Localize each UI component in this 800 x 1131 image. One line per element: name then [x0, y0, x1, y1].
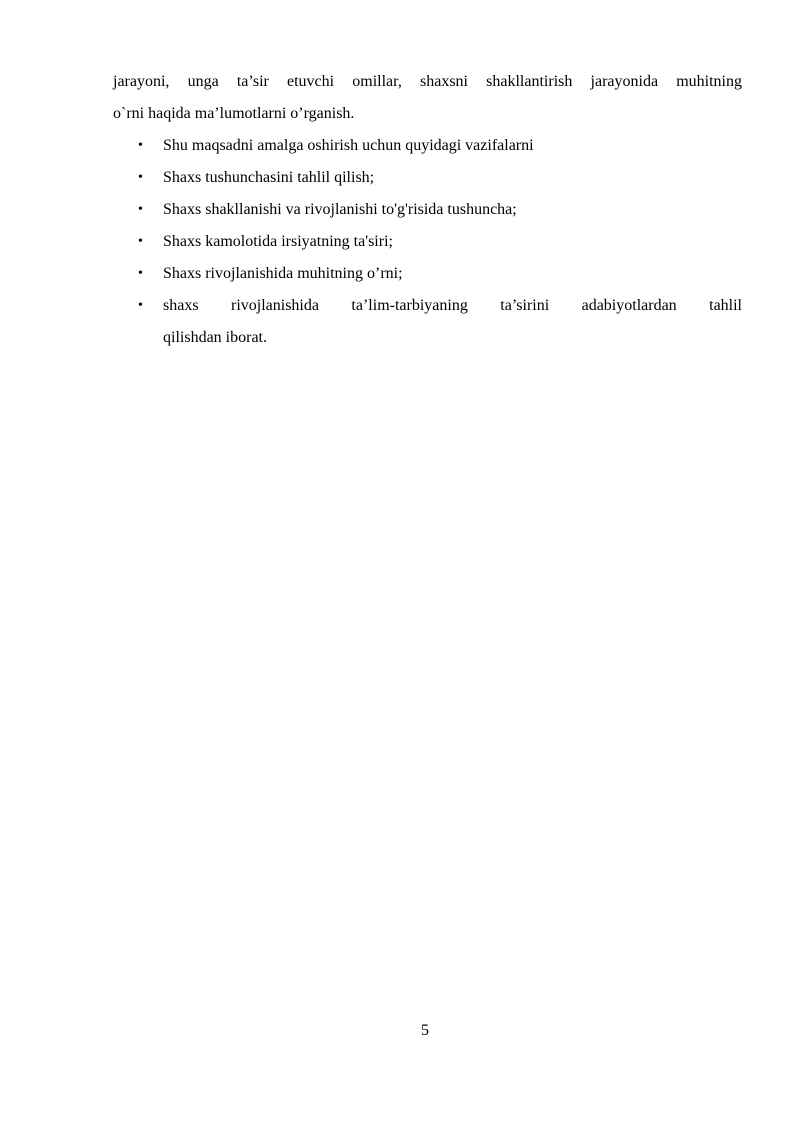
list-item — [113, 162, 742, 194]
list-item-text-line-1: shaxs rivojlanishida ta’lim-tarbiyaning ta’sirini adabiyotlardan tahlil — [163, 297, 742, 314]
bullet-icon: • — [138, 234, 143, 249]
bullet-icon: • — [138, 298, 143, 313]
list-item-text: Shaxs rivojlanishida muhitning o’rni; — [163, 265, 403, 282]
bullet-icon: • — [138, 266, 143, 281]
bullet-icon: • — [138, 170, 143, 185]
list-item — [113, 226, 742, 258]
list-item — [113, 258, 742, 290]
list-item-text: Shaxs kamolotida irsiyatning ta'siri; — [163, 233, 393, 250]
bullet-icon: • — [138, 138, 143, 153]
intro-paragraph-line-2: o`rni haqida maʼlumotlarni o’rganish. — [113, 105, 355, 122]
list-item-text-line-2: qilishdan iborat. — [163, 329, 267, 346]
bullet-icon: • — [138, 202, 143, 217]
task-list — [113, 130, 742, 354]
intro-paragraph — [113, 66, 742, 130]
list-item-text: Shaxs tushunchasini tahlil qilish; — [163, 169, 375, 186]
page-number: 5 — [421, 1022, 429, 1039]
list-item-text: Shu maqsadni amalga oshirish uchun quyidagi vazifalarni — [163, 137, 534, 154]
list-item-text: Shaxs shakllanishi va rivojlanishi to'g'risida tushuncha; — [163, 201, 517, 218]
list-item — [113, 130, 742, 162]
intro-paragraph-line-1: jarayoni, unga ta’sir etuvchi omillar, shaxsni shakllantirish jarayonida muhitning — [113, 73, 742, 90]
page-body — [113, 66, 742, 354]
list-item — [113, 290, 742, 354]
list-item — [113, 194, 742, 226]
